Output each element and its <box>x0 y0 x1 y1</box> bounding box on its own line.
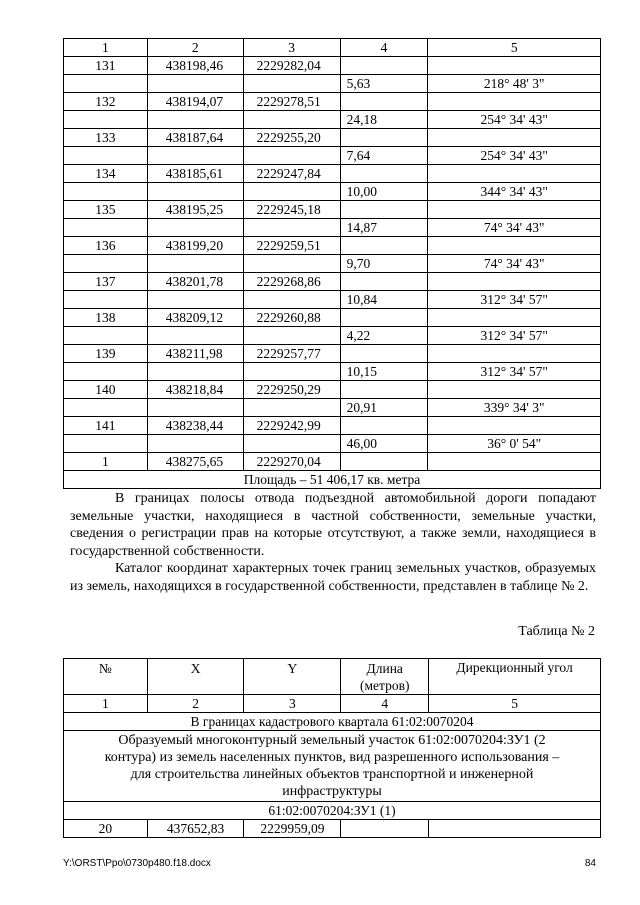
point-x <box>147 255 243 273</box>
point-number: 131 <box>64 57 148 75</box>
segment-row <box>64 291 601 309</box>
point-number <box>64 75 148 93</box>
segment-length <box>340 237 428 255</box>
segment-row <box>64 399 601 417</box>
segment-length <box>340 93 428 111</box>
point-number: 138 <box>64 309 148 327</box>
point-number <box>64 363 148 381</box>
segment-length <box>340 453 428 471</box>
point-y <box>243 111 340 129</box>
segment-angle: 344° 34' 43" <box>428 183 601 201</box>
segment-length: 7,64 <box>340 147 428 165</box>
point-x <box>147 75 243 93</box>
segment-length <box>340 273 428 291</box>
table-row <box>64 820 601 838</box>
point-row <box>64 129 601 147</box>
segment-angle <box>428 381 601 399</box>
segment-length <box>340 381 428 399</box>
point-x <box>147 363 243 381</box>
segment-length: 46,00 <box>340 435 428 453</box>
col-number: 2 <box>147 695 244 713</box>
segment-row <box>64 111 601 129</box>
point-x: 438211,98 <box>147 345 243 363</box>
point-row <box>64 417 601 435</box>
point-x <box>147 399 243 417</box>
point-number <box>64 219 148 237</box>
point-y <box>243 75 340 93</box>
col-header: X <box>147 659 244 695</box>
segment-length <box>340 57 428 75</box>
col-number: 5 <box>429 695 601 713</box>
point-x <box>147 291 243 309</box>
segment-angle <box>428 237 601 255</box>
point-y: 2229245,18 <box>243 201 340 219</box>
point-number: 132 <box>64 93 148 111</box>
point-row <box>64 453 601 471</box>
point-x: 438198,46 <box>147 57 243 75</box>
point-y: 2229268,86 <box>243 273 340 291</box>
point-row <box>64 201 601 219</box>
footer-file-path: Y:\ORST\Ppo\0730p480.f18.docx <box>63 858 211 869</box>
column-number-row <box>64 695 601 713</box>
point-x: 438238,44 <box>147 417 243 435</box>
point-y <box>243 291 340 309</box>
segment-length <box>341 820 429 838</box>
point-x <box>147 219 243 237</box>
paragraph: В границах полосы отвода подъездной автомобильной дороги попадают земельные участки, находящиеся в частной собственности, земельные участки, сведения о регистрации прав на которые отсутствуют, а также земли, находящиеся в государственной собственности. <box>70 491 596 559</box>
point-row <box>64 165 601 183</box>
segment-angle: 74° 34' 43" <box>428 255 601 273</box>
point-row <box>64 309 601 327</box>
segment-angle: 312° 34' 57" <box>428 327 601 345</box>
point-y <box>243 327 340 345</box>
point-number <box>64 435 148 453</box>
coordinates-table-2 <box>63 658 601 838</box>
point-row <box>64 237 601 255</box>
segment-row <box>64 75 601 93</box>
segment-row <box>64 147 601 165</box>
table-header-row <box>64 659 601 695</box>
point-number <box>64 111 148 129</box>
col-header: 5 <box>428 39 601 57</box>
segment-angle <box>428 201 601 219</box>
point-y: 2229282,04 <box>243 57 340 75</box>
point-x: 438195,25 <box>147 201 243 219</box>
segment-length <box>340 345 428 363</box>
point-y: 2229260,88 <box>243 309 340 327</box>
col-number: 3 <box>244 695 341 713</box>
segment-length: 5,63 <box>340 75 428 93</box>
col-header: Длина (метров) <box>341 659 429 695</box>
coordinates-table-continued <box>63 38 601 489</box>
point-x: 438185,61 <box>147 165 243 183</box>
segment-angle: 254° 34' 43" <box>428 111 601 129</box>
point-x: 438187,64 <box>147 129 243 147</box>
point-row <box>64 57 601 75</box>
segment-angle <box>428 129 601 147</box>
point-y: 2229242,99 <box>243 417 340 435</box>
point-y: 2229247,84 <box>243 165 340 183</box>
point-x: 438194,07 <box>147 93 243 111</box>
contour-row <box>64 802 601 820</box>
segment-length: 24,18 <box>340 111 428 129</box>
point-y: 2229959,09 <box>244 820 341 838</box>
point-y <box>243 183 340 201</box>
point-number: 141 <box>64 417 148 435</box>
segment-angle: 218° 48' 3" <box>428 75 601 93</box>
col-header: 4 <box>340 39 428 57</box>
table-caption: Таблица № 2 <box>518 624 595 639</box>
segment-angle <box>428 165 601 183</box>
point-y <box>243 435 340 453</box>
segment-length <box>340 201 428 219</box>
segment-angle <box>428 345 601 363</box>
segment-angle: 312° 34' 57" <box>428 291 601 309</box>
segment-angle: 339° 34' 3" <box>428 399 601 417</box>
segment-angle: 36° 0' 54" <box>428 435 601 453</box>
point-y <box>243 363 340 381</box>
point-row <box>64 381 601 399</box>
col-number: 1 <box>64 695 148 713</box>
col-header: № <box>64 659 148 695</box>
body-text <box>70 490 596 595</box>
area-total: Площадь – 51 406,17 кв. метра <box>64 471 601 489</box>
point-y <box>243 219 340 237</box>
col-header: 2 <box>147 39 243 57</box>
point-x: 437652,83 <box>147 820 244 838</box>
segment-angle <box>428 453 601 471</box>
point-x: 438209,12 <box>147 309 243 327</box>
segment-row <box>64 435 601 453</box>
segment-length: 10,84 <box>340 291 428 309</box>
point-number <box>64 291 148 309</box>
point-number <box>64 399 148 417</box>
segment-length <box>340 309 428 327</box>
point-number: 1 <box>64 453 148 471</box>
point-y: 2229250,29 <box>243 381 340 399</box>
col-number: 4 <box>341 695 429 713</box>
segment-row <box>64 219 601 237</box>
point-x: 438275,65 <box>147 453 243 471</box>
col-header: Дирекционный угол <box>429 659 601 695</box>
segment-angle <box>428 417 601 435</box>
point-y: 2229257,77 <box>243 345 340 363</box>
point-y: 2229255,20 <box>243 129 340 147</box>
segment-row <box>64 363 601 381</box>
segment-length <box>340 417 428 435</box>
point-number <box>64 183 148 201</box>
segment-length <box>340 129 428 147</box>
point-number: 133 <box>64 129 148 147</box>
parcel-description: Образуемый многоконтурный земельный участок 61:02:0070204:ЗУ1 (2 контура) из земель населенных пунктов, вид разрешенного использования – для строительства линейных объектов транспортной и инженерной инфраструктуры <box>64 731 601 802</box>
segment-length: 20,91 <box>340 399 428 417</box>
point-x <box>147 183 243 201</box>
table-header-row <box>64 39 601 57</box>
page-number: 84 <box>584 858 596 869</box>
point-number: 137 <box>64 273 148 291</box>
point-number <box>64 327 148 345</box>
col-header: Y <box>244 659 341 695</box>
segment-length: 10,00 <box>340 183 428 201</box>
point-y: 2229259,51 <box>243 237 340 255</box>
point-y <box>243 399 340 417</box>
point-y: 2229278,51 <box>243 93 340 111</box>
point-number: 140 <box>64 381 148 399</box>
point-number: 134 <box>64 165 148 183</box>
segment-angle <box>429 820 601 838</box>
area-row <box>64 471 601 489</box>
segment-angle <box>428 93 601 111</box>
segment-angle: 254° 34' 43" <box>428 147 601 165</box>
segment-row <box>64 327 601 345</box>
segment-angle <box>428 273 601 291</box>
segment-angle <box>428 309 601 327</box>
segment-length: 14,87 <box>340 219 428 237</box>
segment-row <box>64 255 601 273</box>
point-x: 438218,84 <box>147 381 243 399</box>
segment-length: 4,22 <box>340 327 428 345</box>
parcel-description-row <box>64 731 601 802</box>
segment-angle: 74° 34' 43" <box>428 219 601 237</box>
segment-length: 9,70 <box>340 255 428 273</box>
point-number: 135 <box>64 201 148 219</box>
segment-length <box>340 165 428 183</box>
quarter-row <box>64 713 601 731</box>
col-header: 3 <box>243 39 340 57</box>
point-x <box>147 435 243 453</box>
point-x <box>147 111 243 129</box>
col-header: 1 <box>64 39 148 57</box>
segment-length: 10,15 <box>340 363 428 381</box>
point-y <box>243 147 340 165</box>
paragraph: Каталог координат характерных точек границ земельных участков, образуемых из земель, находящихся в государственной собственности, представлен в таблице № 2. <box>70 561 596 594</box>
point-number <box>64 147 148 165</box>
point-row <box>64 93 601 111</box>
point-row <box>64 273 601 291</box>
point-number <box>64 255 148 273</box>
point-y: 2229270,04 <box>243 453 340 471</box>
point-y <box>243 255 340 273</box>
contour-id: 61:02:0070204:ЗУ1 (1) <box>64 802 601 820</box>
point-row <box>64 345 601 363</box>
point-number: 136 <box>64 237 148 255</box>
segment-row <box>64 183 601 201</box>
segment-angle: 312° 34' 57" <box>428 363 601 381</box>
point-x: 438199,20 <box>147 237 243 255</box>
cadastral-quarter: В границах кадастрового квартала 61:02:0070204 <box>64 713 601 731</box>
segment-angle <box>428 57 601 75</box>
point-x <box>147 327 243 345</box>
point-number: 139 <box>64 345 148 363</box>
point-number: 20 <box>64 820 148 838</box>
point-x: 438201,78 <box>147 273 243 291</box>
point-x <box>147 147 243 165</box>
